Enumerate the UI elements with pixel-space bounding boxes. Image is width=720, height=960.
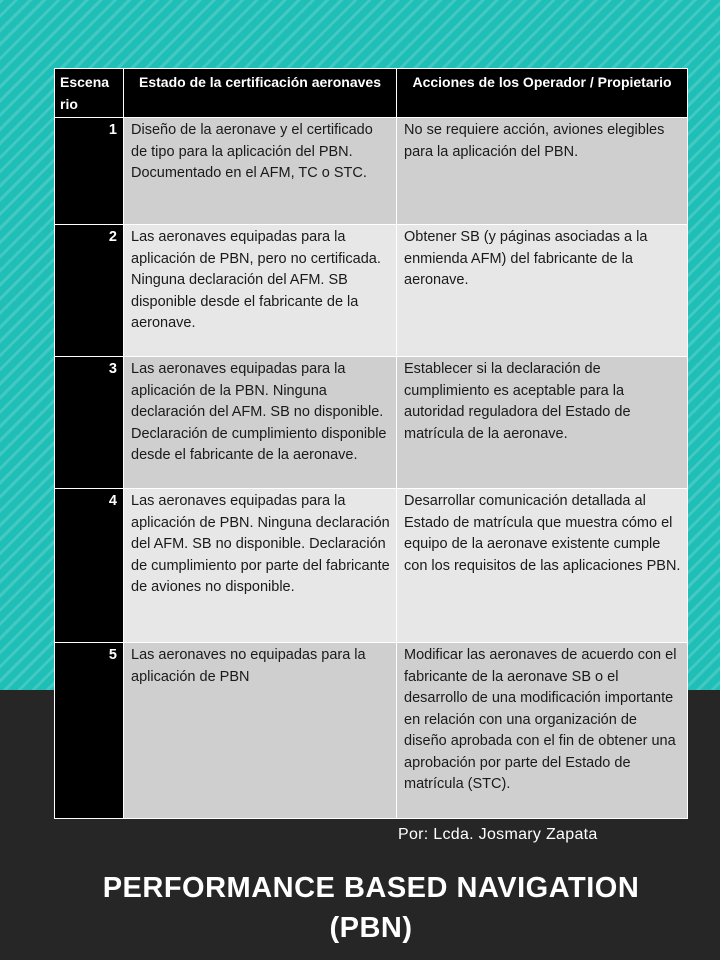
operator-action: No se requiere acción, aviones elegibles para la aplicación del PBN. xyxy=(397,118,688,225)
scenario-number: 5 xyxy=(55,643,124,819)
table-row xyxy=(55,225,688,357)
scenario-number: 1 xyxy=(55,118,124,225)
header-operator-actions: Acciones de los Operador / Propietario xyxy=(397,69,688,118)
operator-action: Establecer si la declaración de cumplimiento es aceptable para la autoridad reguladora del Estado de matrícula de la aeronave. xyxy=(397,357,688,489)
table-header-row xyxy=(55,69,688,118)
scenario-number: 2 xyxy=(55,225,124,357)
scenario-number: 4 xyxy=(55,489,124,643)
certification-status: Las aeronaves equipadas para la aplicación de la PBN. Ninguna declaración del AFM. SB no disponible. Declaración de cumplimiento disponible desde el fabricante de la aeronave. xyxy=(124,357,397,489)
scenario-number: 3 xyxy=(55,357,124,489)
table-row xyxy=(55,118,688,225)
author-credit: Por: Lcda. Josmary Zapata xyxy=(398,826,598,843)
operator-action: Obtener SB (y páginas asociadas a la enmienda AFM) del fabricante de la aeronave. xyxy=(397,225,688,357)
operator-action: Desarrollar comunicación detallada al Estado de matrícula que muestra cómo el equipo de la aeronave existente cumple con los requisitos de las aplicaciones PBN. xyxy=(397,489,688,643)
slide-title xyxy=(0,868,720,948)
scenario-table xyxy=(54,68,688,819)
certification-status: Las aeronaves no equipadas para la aplicación de PBN xyxy=(124,643,397,819)
title-line-2: (PBN) xyxy=(329,912,413,944)
certification-status: Diseño de la aeronave y el certificado de tipo para la aplicación del PBN. Documentado en el AFM, TC o STC. xyxy=(124,118,397,225)
certification-status: Las aeronaves equipadas para la aplicación de PBN, pero no certificada. Ninguna declaración del AFM. SB disponible desde el fabricante de la aeronave. xyxy=(124,225,397,357)
table-row xyxy=(55,643,688,819)
title-line-1: PERFORMANCE BASED NAVIGATION xyxy=(102,872,640,904)
table-row xyxy=(55,489,688,643)
header-certification-status: Estado de la certificación aeronaves xyxy=(124,69,397,118)
operator-action: Modificar las aeronaves de acuerdo con el fabricante de la aeronave SB o el desarrollo de una modificación importante en relación con una organización de diseño aprobada con el fin de obtener una aprobación por parte del Estado de matrícula (STC). xyxy=(397,643,688,819)
certification-status: Las aeronaves equipadas para la aplicación de PBN. Ninguna declaración del AFM. SB no disponible. Declaración de cumplimiento por parte del fabricante de aviones no disponible. xyxy=(124,489,397,643)
table-row xyxy=(55,357,688,489)
header-scenario: Escena rio xyxy=(55,69,124,118)
